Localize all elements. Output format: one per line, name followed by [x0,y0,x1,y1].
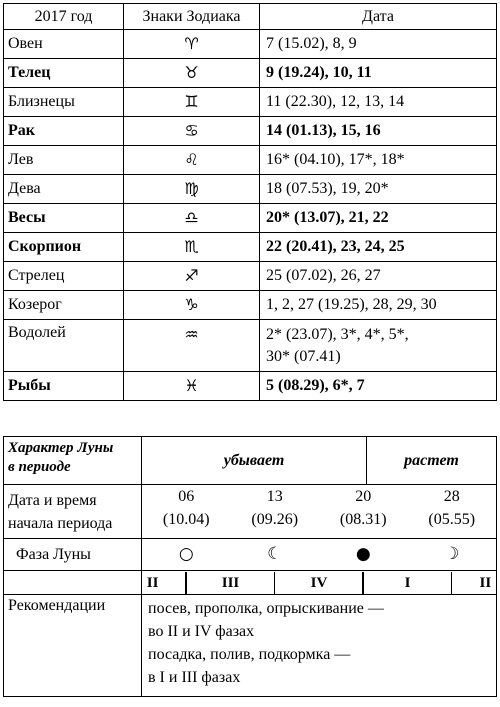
capricorn-icon: ♑ [184,295,199,314]
period-start-label-line2: начала периода [8,514,113,532]
period-time: (10.04) [162,511,210,528]
taurus-icon: ♉ [184,63,199,82]
zodiac-dates-line: 16* (04.10), 17*, 18* [266,151,405,168]
zodiac-dates-line: 7 (15.02), 8, 9 [266,35,357,52]
zodiac-dates-line: 20* (13.07), 21, 22 [266,209,389,226]
virgo-icon: ♍ [184,179,199,198]
gemini-icon: ♊ [184,92,199,111]
quarter-separator [451,572,453,594]
zodiac-name: Водолей [4,320,124,372]
zodiac-table-header [4,4,497,30]
moon-character-label [4,437,142,485]
quarter-label-empty [4,571,142,595]
zodiac-dates [260,117,497,146]
moon-phase-cell [408,539,497,570]
zodiac-dates [260,320,497,372]
cancer-icon: ♋ [184,121,199,140]
period-start [231,485,320,538]
moon-phase-cell [231,539,320,570]
moon-character-title-line2: в периоде [8,459,71,475]
waxing-label: растет [367,437,497,485]
zodiac-dates [260,175,497,204]
zodiac-name: Близнецы [4,88,124,117]
period-start-row [4,485,497,539]
zodiac-dates-line: 25 (07.02), 26, 27 [266,267,381,284]
zodiac-name: Дева [4,175,124,204]
zodiac-dates [260,262,497,291]
quarter-row [4,571,497,595]
zodiac-dates-line: 5 (08.29), 6*, 7 [266,377,365,394]
pisces-icon: ♓ [184,376,199,395]
quarter-number: III [221,574,240,591]
zodiac-row [4,175,497,204]
moon-phase-symbols [142,539,497,571]
zodiac-dates [260,88,497,117]
zodiac-name: Весы [4,204,124,233]
recommendation-line: в I и III фазах [148,669,241,686]
zodiac-row [4,204,497,233]
zodiac-row [4,117,497,146]
zodiac-dates [260,204,497,233]
zodiac-dates-line: 9 (19.24), 10, 11 [266,64,372,81]
aquarius-icon: ♒ [184,325,199,344]
aries-icon: ♈ [184,34,199,53]
libra-icon: ♎ [184,208,199,227]
zodiac-row [4,146,497,175]
moon-phase-table [3,436,497,697]
leo-icon: ♌ [184,150,199,169]
period-start [408,485,497,538]
quarter-number: IV [310,574,328,591]
moon-phase-cell [319,539,408,570]
zodiac-dates [260,233,497,262]
moon-character-title-line1: Характер Луны [8,440,114,456]
period-day: 06 [178,488,195,505]
zodiac-row [4,262,497,291]
quarter-number: II [146,574,159,591]
quarter-separator [362,572,364,594]
recommendations-label: Рекомендации [4,595,142,697]
zodiac-dates-line: 22 (20.41), 23, 24, 25 [266,238,405,255]
zodiac-row [4,320,497,372]
period-dates [142,485,497,539]
zodiac-row [4,233,497,262]
period-day: 13 [266,488,283,505]
quarter-number: I [404,574,411,591]
moon-phase-cell [142,539,231,570]
recommendations-text [142,595,497,697]
zodiac-dates-line: 1, 2, 27 (19.25), 28, 29, 30 [266,296,437,313]
zodiac-dates-line: 18 (07.53), 19, 20* [266,180,389,197]
zodiac-dates-line: 14 (01.13), 15, 16 [266,122,381,139]
period-start [142,485,231,538]
zodiac-dates [260,291,497,320]
period-start [319,485,408,538]
scorpio-icon: ♏ [184,237,199,256]
zodiac-name: Скорпион [4,233,124,262]
zodiac-row [4,372,497,401]
period-day: 20 [355,488,372,505]
sagittarius-icon: ♐ [184,266,199,285]
zodiac-dates [260,146,497,175]
new-moon-icon: ● [355,544,371,564]
moon-character-row [4,437,497,485]
first-quarter-moon-icon: ☽ [444,544,460,564]
header-year: 2017 год [4,4,124,30]
moon-phase-label: Фаза Луны [4,539,142,571]
zodiac-row [4,291,497,320]
period-day: 28 [443,488,460,505]
period-start-label [4,485,142,539]
moon-phase-row [4,539,497,571]
zodiac-dates [260,59,497,88]
waning-label: убывает [142,437,367,485]
zodiac-dates [260,30,497,59]
zodiac-name: Телец [4,59,124,88]
header-date: Дата [260,4,497,30]
last-quarter-moon-icon: ☾ [267,544,283,564]
zodiac-name: Козерог [4,291,124,320]
zodiac-name: Овен [4,30,124,59]
zodiac-name: Стрелец [4,262,124,291]
zodiac-name: Лев [4,146,124,175]
quarter-numbers [142,571,497,595]
quarter-separator [185,572,187,594]
quarter-separator [274,572,276,594]
recommendation-line: во II и IV фазах [148,623,255,640]
recommendation-line: посев, прополка, опрыскивание — [148,600,384,617]
full-moon-icon: ○ [178,544,194,564]
zodiac-dates-line2: 30* (07.41) [266,347,341,365]
zodiac-dates [260,372,497,401]
recommendation-line: посадка, полив, подкормка — [148,646,351,663]
zodiac-row [4,88,497,117]
zodiac-name: Рак [4,117,124,146]
recommendations-row [4,595,497,697]
zodiac-dates-line: 2* (23.07), 3*, 4*, 5*, [266,325,409,343]
zodiac-name: Рыбы [4,372,124,401]
period-start-label-line1: Дата и время [8,491,97,509]
zodiac-row [4,30,497,59]
quarter-number: II [479,574,492,591]
period-time: (05.55) [428,511,476,528]
zodiac-dates-line: 11 (22.30), 12, 13, 14 [266,93,405,110]
zodiac-row [4,59,497,88]
period-time: (09.26) [251,511,299,528]
period-time: (08.31) [339,511,387,528]
header-signs: Знаки Зодиака [124,4,260,30]
zodiac-table [3,3,497,401]
